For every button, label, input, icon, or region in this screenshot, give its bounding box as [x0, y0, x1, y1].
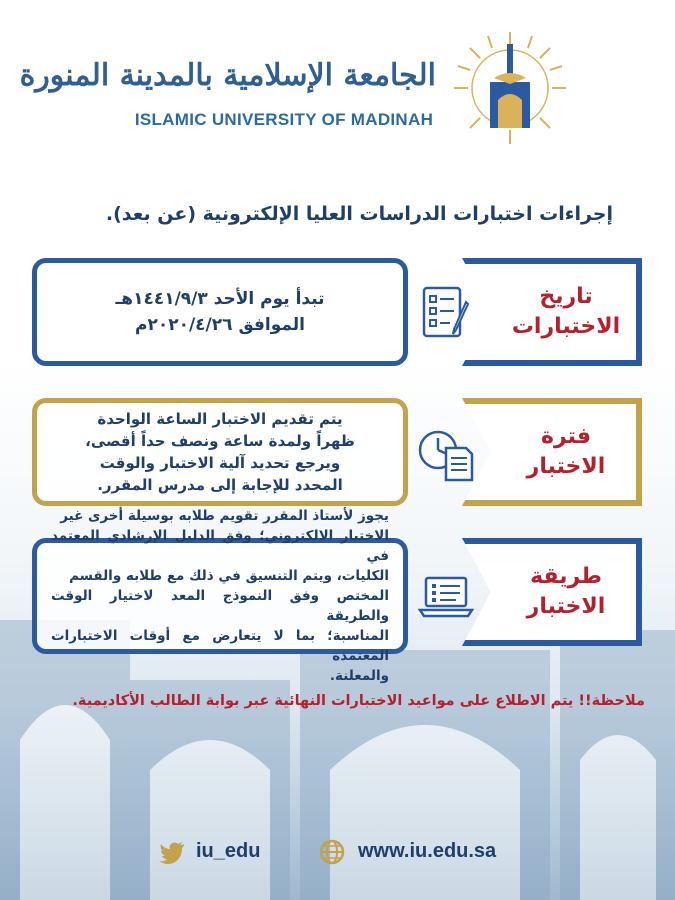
exam-period-line-1: يتم تقديم الاختبار الساعة الواحدة	[97, 410, 343, 428]
exam-date-line-2: الموافق ٢٠٢٠/٤/٢٦م	[135, 315, 305, 335]
header	[0, 0, 675, 160]
exam-method-line-4: المختص وفق النموذج المعد لاختيار الوقت والطريقة	[51, 588, 389, 624]
twitter-handle[interactable]: iu_edu	[196, 840, 261, 862]
exam-date-line-1: تبدأ يوم الأحد ١٤٤١/٩/٣هـ	[115, 289, 325, 309]
exam-period-line-4: المحدد للإجابة إلى مدرس المقرر.	[97, 476, 343, 494]
checklist-pen-icon	[416, 282, 476, 342]
footer	[0, 832, 675, 872]
clock-document-icon	[416, 424, 476, 484]
website-link[interactable]: www.iu.edu.sa	[358, 840, 497, 862]
exam-method-line-2: الاختبار الالكتروني؛ وفق الدليل الإرشادي المعتمد في	[51, 528, 389, 564]
twitter-icon	[158, 838, 186, 866]
section-label-exam-date: تاريخ الاختبارات	[511, 284, 621, 339]
exam-method-line-1: يجوز لأستاذ المقرر تقويم طلابه بوسيلة أخرى غير	[60, 508, 389, 524]
exam-method-line-3: الكليات، ويتم التنسيق في ذلك مع طلابه والقسم	[69, 568, 389, 584]
page-title: إجراءات اختبارات الدراسات العليا الإلكترونية (عن بعد).	[105, 203, 613, 225]
note-text: ملاحظة!! يتم الاطلاع على مواعيد الاختبارات النهائية عبر بوابة الطالب الأكاديمية.	[72, 693, 645, 709]
exam-method-line-6: والمعلنة.	[329, 668, 389, 684]
section-box-exam-method	[32, 508, 408, 684]
globe-icon	[318, 838, 346, 866]
university-english-name: ISLAMIC UNIVERSITY OF MADINAH	[134, 110, 434, 129]
section-label-exam-method: طريقة الاختبار	[526, 564, 606, 619]
university-arabic-name: الجامعة الإسلامية بالمدينة المنورة	[19, 58, 436, 93]
university-seal-logo	[452, 30, 568, 146]
exam-period-line-3: ويرجع تحديد آلية الاختبار والوقت	[99, 454, 341, 472]
exam-method-line-5: المناسبة؛ بما لا يتعارض مع أوقات الاختبارات المعتمدة	[51, 628, 389, 664]
section-label-exam-period: فترة الاختبار	[526, 424, 606, 479]
laptop-checklist-icon	[416, 566, 476, 626]
section-box-exam-period	[32, 398, 408, 506]
exam-period-line-2: ظهراً ولمدة ساعة ونصف حداً أقصى،	[85, 432, 355, 450]
section-box-exam-date	[32, 258, 408, 366]
